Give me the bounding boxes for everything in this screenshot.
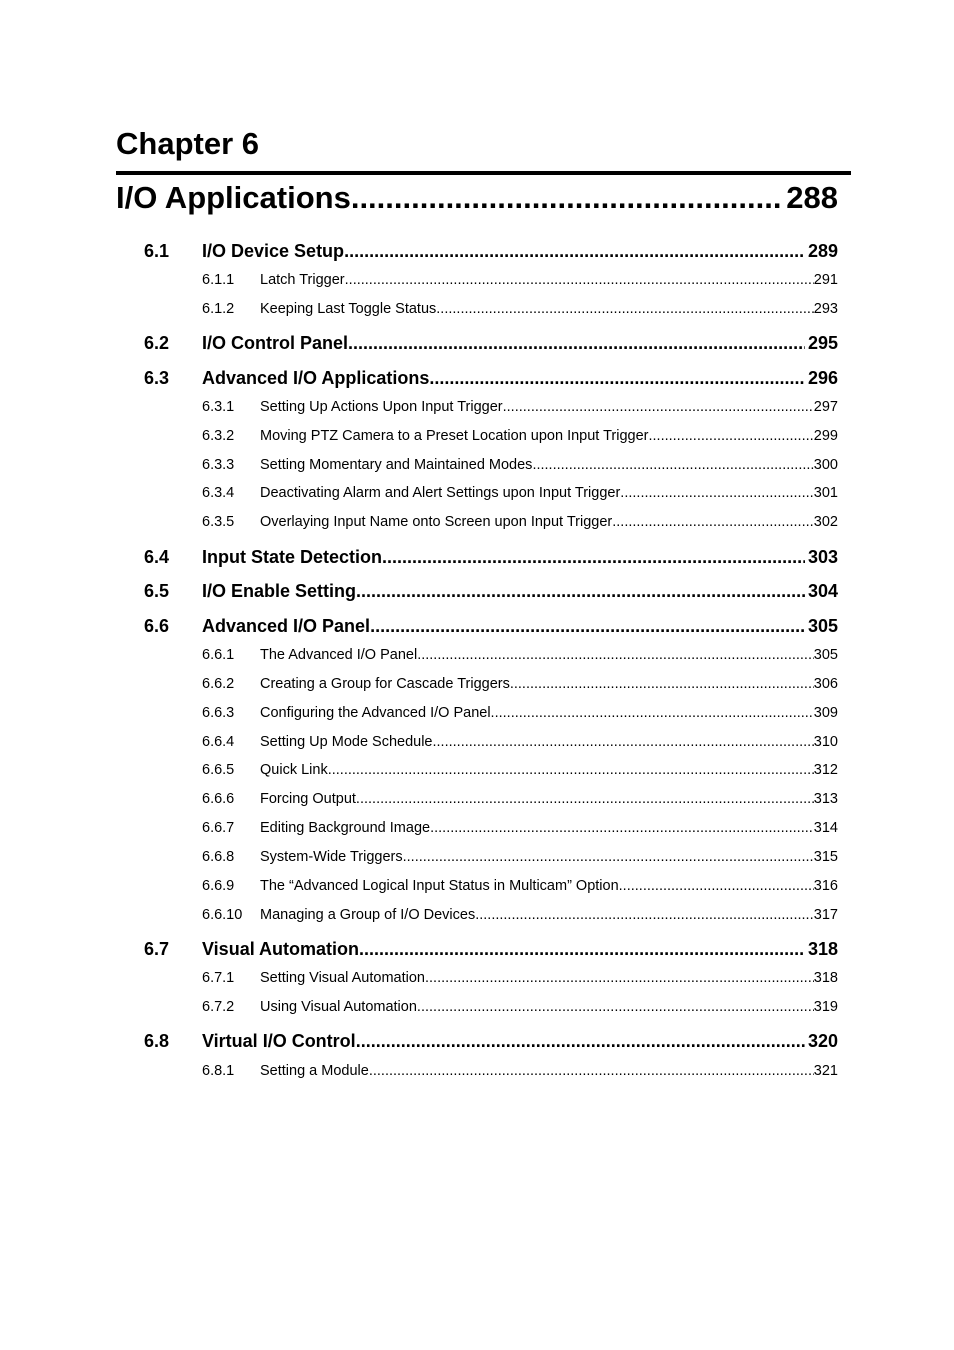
dot-leader <box>351 180 782 216</box>
dot-leader <box>344 239 805 263</box>
toc-subsection-entry[interactable] <box>260 455 838 475</box>
toc-subsection-entry[interactable] <box>260 426 838 446</box>
toc-subsection-entry[interactable] <box>260 968 838 988</box>
subsection-page-number: 297 <box>813 399 838 415</box>
subsection-page-number: 313 <box>813 791 838 807</box>
toc-section-entry[interactable] <box>202 331 838 355</box>
toc-section-entry[interactable] <box>202 614 838 638</box>
section-page-number: 304 <box>807 581 838 601</box>
dot-leader <box>356 1029 805 1053</box>
subsection-page-number: 315 <box>813 849 838 865</box>
chapter-label: Chapter 6 <box>116 126 259 161</box>
subsection-page-number: 321 <box>813 1063 838 1079</box>
subsection-number: 6.6.10 <box>202 907 243 923</box>
subsection-page-number: 301 <box>813 485 838 501</box>
toc-subsection-entry[interactable] <box>260 818 838 838</box>
subsection-number: 6.3.2 <box>202 428 235 444</box>
section-page-number: 320 <box>807 1031 838 1051</box>
subsection-number: 6.6.8 <box>202 849 235 865</box>
dot-leader <box>328 760 814 780</box>
dot-leader <box>491 703 814 723</box>
dot-leader <box>620 483 814 503</box>
toc-subsection-entry[interactable] <box>260 760 838 780</box>
toc-subsection-entry[interactable] <box>260 847 838 867</box>
section-title: I/O Control Panel <box>202 333 349 353</box>
toc-section-entry[interactable] <box>202 239 838 263</box>
dot-leader <box>348 331 805 355</box>
subsection-title: Forcing Output <box>260 791 356 807</box>
toc-section-entry[interactable] <box>202 545 838 569</box>
subsection-number: 6.7.1 <box>202 970 235 986</box>
section-number: 6.7 <box>144 939 170 959</box>
section-number: 6.1 <box>144 241 170 261</box>
toc-subsection-entry[interactable] <box>260 483 838 503</box>
dot-leader <box>430 818 814 838</box>
subsection-title: The “Advanced Logical Input Status in Multicam” Option <box>260 878 619 894</box>
toc-subsection-entry[interactable] <box>260 905 838 925</box>
dot-leader <box>356 579 805 603</box>
toc-subsection-entry[interactable] <box>260 1061 838 1081</box>
section-number: 6.3 <box>144 368 170 388</box>
subsection-number: 6.3.1 <box>202 399 235 415</box>
subsection-number: 6.1.2 <box>202 301 235 317</box>
subsection-number: 6.3.5 <box>202 514 235 530</box>
subsection-number: 6.6.4 <box>202 734 235 750</box>
dot-leader <box>403 847 814 867</box>
section-page-number: 295 <box>807 333 838 353</box>
subsection-page-number: 302 <box>813 514 838 530</box>
dot-leader <box>345 270 814 290</box>
subsection-page-number: 293 <box>813 301 838 317</box>
subsection-page-number: 317 <box>813 907 838 923</box>
section-title: I/O Enable Setting <box>202 581 357 601</box>
subsection-page-number: 316 <box>813 878 838 894</box>
dot-leader <box>648 426 813 446</box>
subsection-page-number: 305 <box>813 647 838 663</box>
subsection-page-number: 312 <box>813 762 838 778</box>
subsection-title: Setting Up Actions Upon Input Trigger <box>260 399 503 415</box>
subsection-number: 6.8.1 <box>202 1063 235 1079</box>
chapter-title: I/O Applications <box>116 180 351 215</box>
section-title: I/O Device Setup <box>202 241 345 261</box>
dot-leader <box>417 997 814 1017</box>
subsection-number: 6.7.2 <box>202 999 235 1015</box>
dot-leader <box>433 732 814 752</box>
subsection-title: Editing Background Image <box>260 820 431 836</box>
subsection-number: 6.6.5 <box>202 762 235 778</box>
subsection-number: 6.6.7 <box>202 820 235 836</box>
subsection-page-number: 291 <box>813 272 838 288</box>
dot-leader <box>425 968 814 988</box>
subsection-title: Deactivating Alarm and Alert Settings upon Input Trigger <box>260 485 621 501</box>
section-number: 6.4 <box>144 547 170 567</box>
subsection-number: 6.6.6 <box>202 791 235 807</box>
subsection-number: 6.1.1 <box>202 272 235 288</box>
subsection-title: Overlaying Input Name onto Screen upon Input Trigger <box>260 514 613 530</box>
subsection-number: 6.6.1 <box>202 647 235 663</box>
subsection-title: Latch Trigger <box>260 272 345 288</box>
section-title: Visual Automation <box>202 939 360 959</box>
section-title: Advanced I/O Panel <box>202 616 371 636</box>
subsection-title: Setting a Module <box>260 1063 369 1079</box>
subsection-page-number: 314 <box>813 820 838 836</box>
dot-leader <box>436 299 814 319</box>
section-page-number: 296 <box>807 368 838 388</box>
subsection-title: Setting Momentary and Maintained Modes <box>260 457 533 473</box>
dot-leader <box>382 545 805 569</box>
subsection-page-number: 319 <box>813 999 838 1015</box>
dot-leader <box>510 674 814 694</box>
toc-section-entry[interactable] <box>202 937 838 961</box>
subsection-title: Moving PTZ Camera to a Preset Location upon Input Trigger <box>260 428 649 444</box>
subsection-title: Quick Link <box>260 762 328 778</box>
subsection-title: Creating a Group for Cascade Triggers <box>260 676 510 692</box>
subsection-title: System-Wide Triggers <box>260 849 403 865</box>
chapter-title-entry[interactable] <box>116 180 838 226</box>
dot-leader <box>503 397 814 417</box>
subsection-number: 6.3.4 <box>202 485 235 501</box>
subsection-number: 6.6.9 <box>202 878 235 894</box>
toc-subsection-entry[interactable] <box>260 512 838 532</box>
subsection-page-number: 309 <box>813 705 838 721</box>
subsection-number: 6.6.2 <box>202 676 235 692</box>
subsection-title: Setting Visual Automation <box>260 970 425 986</box>
toc-subsection-entry[interactable] <box>260 299 838 319</box>
dot-leader <box>612 512 814 532</box>
dot-leader <box>370 614 805 638</box>
subsection-title: Using Visual Automation <box>260 999 417 1015</box>
dot-leader <box>417 645 814 665</box>
toc-subsection-entry[interactable] <box>260 876 838 896</box>
subsection-number: 6.3.3 <box>202 457 235 473</box>
dot-leader <box>359 937 805 961</box>
section-number: 6.6 <box>144 616 170 636</box>
toc-subsection-entry[interactable] <box>260 732 838 752</box>
toc-subsection-entry[interactable] <box>260 997 838 1017</box>
toc-subsection-entry[interactable] <box>260 674 838 694</box>
section-number: 6.8 <box>144 1031 170 1051</box>
subsection-title: Managing a Group of I/O Devices <box>260 907 476 923</box>
dot-leader <box>619 876 814 896</box>
section-number: 6.2 <box>144 333 170 353</box>
subsection-page-number: 318 <box>813 970 838 986</box>
toc-section-entry[interactable] <box>202 1029 838 1053</box>
subsection-title: Configuring the Advanced I/O Panel <box>260 705 491 721</box>
toc-subsection-entry[interactable] <box>260 703 838 723</box>
section-title: Virtual I/O Control <box>202 1031 356 1051</box>
toc-section-entry[interactable] <box>202 366 838 390</box>
dot-leader <box>369 1061 814 1081</box>
chapter-page-number: 288 <box>786 180 838 215</box>
toc-subsection-entry[interactable] <box>260 270 838 290</box>
section-page-number: 303 <box>807 547 838 567</box>
subsection-number: 6.6.3 <box>202 705 235 721</box>
toc-subsection-entry[interactable] <box>260 397 838 417</box>
chapter-divider <box>116 171 851 175</box>
toc-subsection-entry[interactable] <box>260 789 838 809</box>
dot-leader <box>356 789 814 809</box>
section-page-number: 318 <box>807 939 838 959</box>
section-page-number: 289 <box>807 241 838 261</box>
subsection-page-number: 310 <box>813 734 838 750</box>
section-number: 6.5 <box>144 581 170 601</box>
toc-subsection-entry[interactable] <box>260 645 838 665</box>
dot-leader <box>429 366 805 390</box>
subsection-page-number: 306 <box>813 676 838 692</box>
subsection-page-number: 300 <box>813 457 838 473</box>
dot-leader <box>532 455 813 475</box>
section-page-number: 305 <box>807 616 838 636</box>
subsection-title: Setting Up Mode Schedule <box>260 734 433 750</box>
subsection-page-number: 299 <box>813 428 838 444</box>
subsection-title: The Advanced I/O Panel <box>260 647 418 663</box>
subsection-title: Keeping Last Toggle Status <box>260 301 437 317</box>
toc-section-entry[interactable] <box>202 579 838 603</box>
dot-leader <box>475 905 814 925</box>
section-title: Advanced I/O Applications <box>202 368 430 388</box>
section-title: Input State Detection <box>202 547 383 567</box>
